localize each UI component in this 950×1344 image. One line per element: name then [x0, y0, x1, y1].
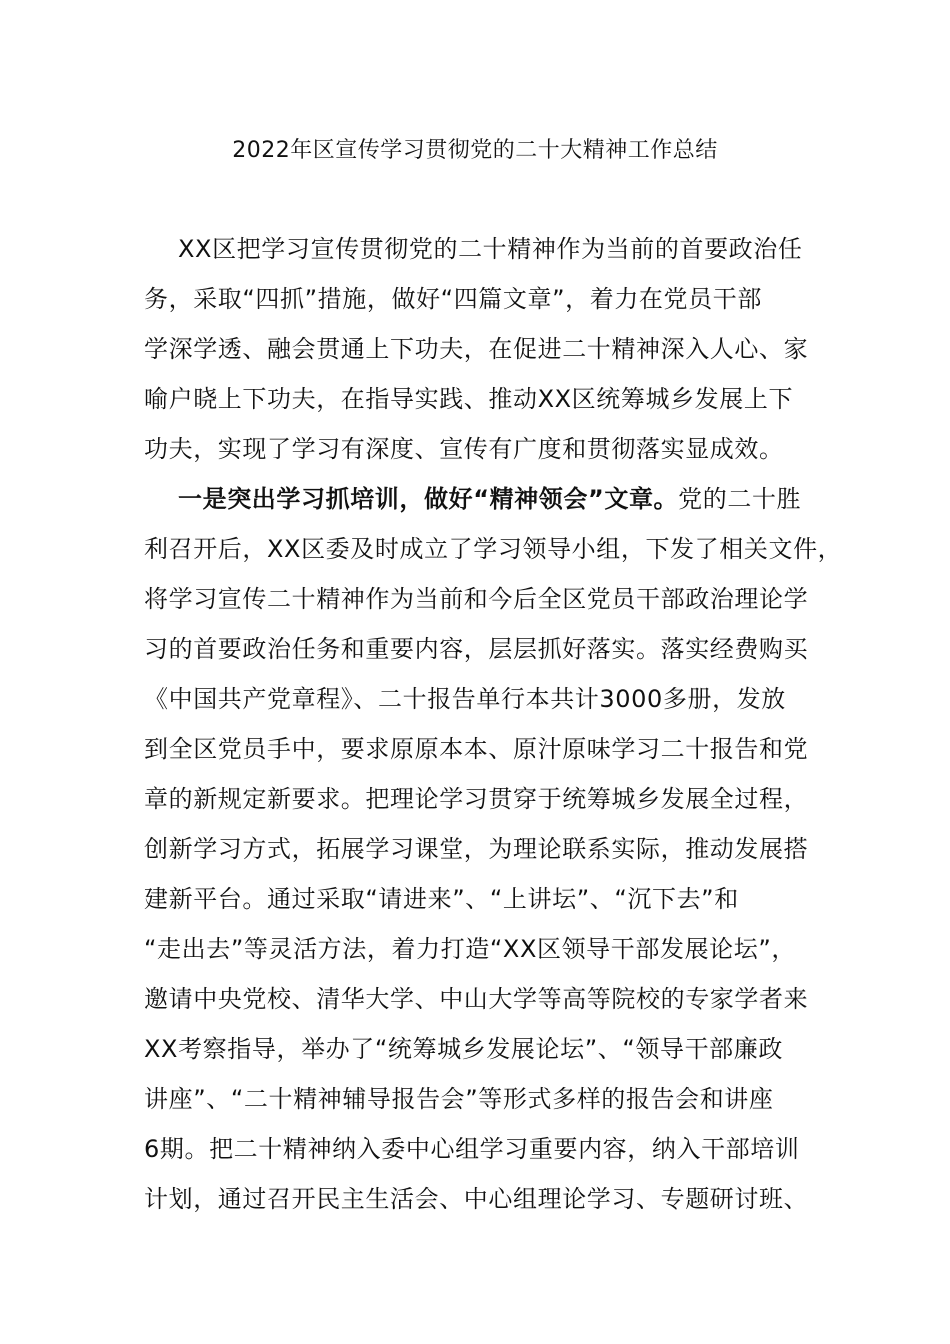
paragraph-2-line-11: 邀请中央党校、清华大学、中山大学等高等院校的专家学者来: [144, 985, 809, 1013]
paragraph-2-line-15: 计划，通过召开民主生活会、中心组理论学习、专题研讨班、: [144, 1185, 809, 1213]
paragraph-2-line-8: 创新学习方式，拓展学习课堂，为理论联系实际，推动发展搭: [144, 835, 809, 863]
paragraph-2-line-6: 到全区党员手中，要求原原本本、原汁原味学习二十报告和党: [144, 735, 809, 763]
paragraph-2-line-12: XX考察指导，举办了“统筹城乡发展论坛”、“领导干部廉政: [144, 1035, 783, 1063]
paragraph-2-line-5: 《中国共产党章程》、二十报告单行本共计3000多册，发放: [144, 685, 786, 713]
paragraph-2-line-2: 利召开后，XX区委及时成立了学习领导小组，下发了相关文件，: [144, 535, 843, 563]
paragraph-2-line-1: [178, 474, 801, 524]
paragraph-2-line-9: 建新平台。通过采取“请进来”、“上讲坛”、“沉下去”和: [144, 885, 739, 913]
paragraph-2-line-3: 将学习宣传二十精神作为当前和今后全区党员干部政治理论学: [144, 585, 809, 613]
paragraph-2-line-4: 习的首要政治任务和重要内容，层层抓好落实。落实经费购买: [144, 635, 809, 663]
paragraph-1-line-3: 学深学透、融会贯通上下功夫，在促进二十精神深入人心、家: [144, 335, 809, 363]
paragraph-2-lead-rest: 党的二十胜: [678, 485, 802, 513]
paragraph-2-line-14: 6期。把二十精神纳入委中心组学习重要内容，纳入干部培训: [144, 1135, 800, 1163]
paragraph-1-line-2: 务，采取“四抓”措施，做好“四篇文章”，着力在党员干部: [144, 285, 762, 313]
paragraph-2-line-7: 章的新规定新要求。把理论学习贯穿于统筹城乡发展全过程，: [144, 785, 809, 813]
paragraph-2-line-13: 讲座”、“二十精神辅导报告会”等形式多样的报告会和讲座: [144, 1085, 774, 1113]
paragraph-2-lead-heading: 一是突出学习抓培训，做好“精神领会”文章。: [178, 485, 679, 513]
paragraph-1-line-5: 功夫，实现了学习有深度、宣传有广度和贯彻落实显成效。: [144, 435, 784, 463]
paragraph-1-line-4: 喻户晓上下功夫，在指导实践、推动XX区统筹城乡发展上下: [144, 385, 794, 413]
document-title: 2022年区宣传学习贯彻党的二十大精神工作总结: [232, 138, 718, 163]
paragraph-1-line-1: XX区把学习宣传贯彻党的二十精神作为当前的首要政治任: [178, 235, 803, 263]
paragraph-2-line-10: “走出去”等灵活方法，着力打造“XX区领导干部发展论坛”，: [144, 935, 797, 963]
